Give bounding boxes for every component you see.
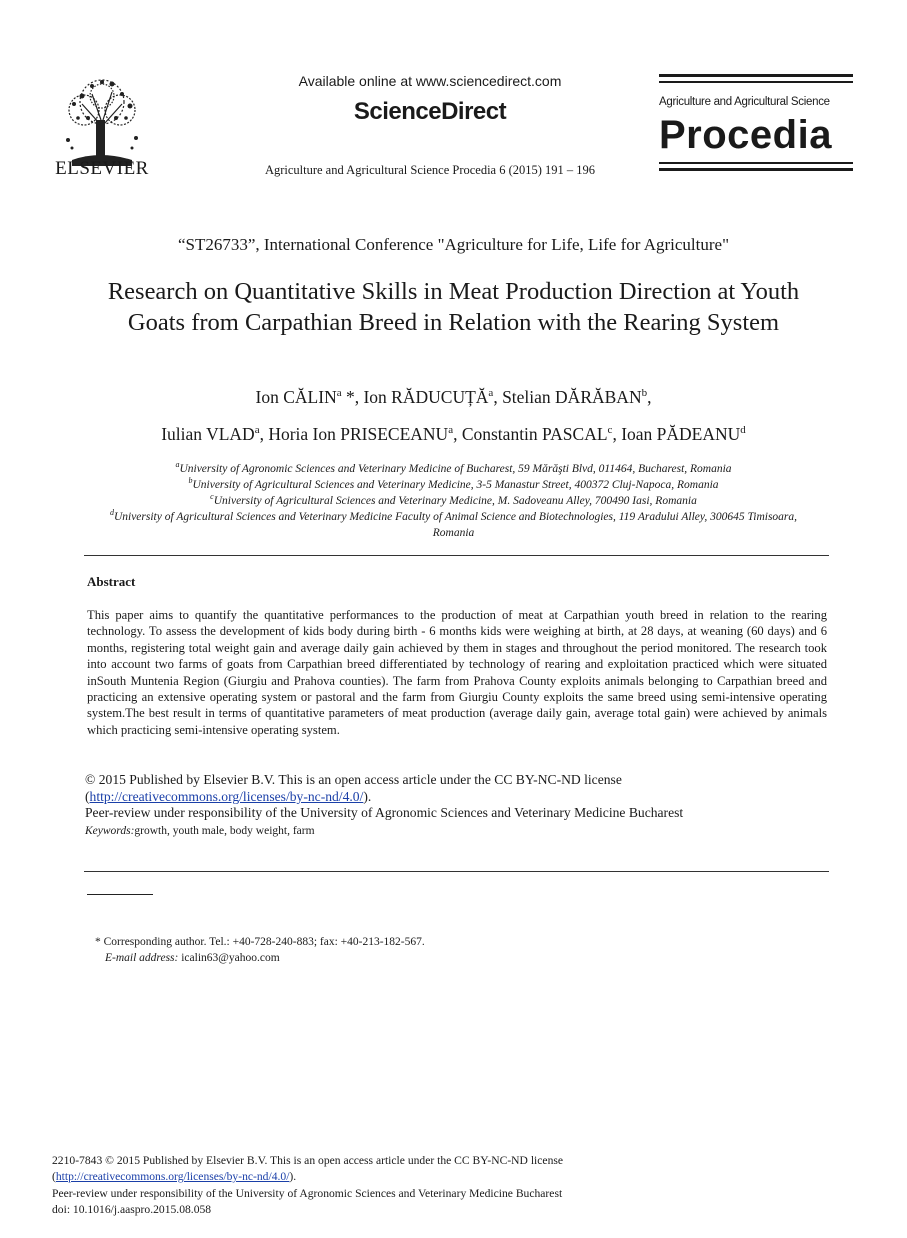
peer-review-statement: Peer-review under responsibility of the University of Agronomic Sciences and Veterinary Medicine Bucharest bbox=[85, 805, 684, 820]
affiliation: $^c$University of Agricultural Sciences and Veterinary Medicine, M. Sadoveanu Alley, 700490 Iasi, Romania bbox=[210, 492, 697, 507]
author: Iulian VLAD$^a$, bbox=[161, 424, 269, 444]
author: Stelian DĂRĂBAN$^b$, bbox=[502, 387, 652, 407]
footer-license-link: (http://creativecommons.org/licenses/by-nc-nd/4.0/). bbox=[52, 1170, 297, 1183]
paper-title: Research on Quantitative Skills in Meat Production Direction at Youth Goats from Carpathian Breed in Relation with the Rearing System bbox=[107, 278, 800, 336]
divider bbox=[84, 555, 829, 556]
email-address: E-mail address: icalin63@yahoo.com bbox=[105, 952, 280, 964]
author: Ion RĂDUCUȚĂ$^a$, bbox=[363, 387, 503, 407]
license-link[interactable]: http://creativecommons.org/licenses/by-nc-nd/4.0/ bbox=[89, 789, 364, 804]
corresponding-author: * Corresponding author. Tel.: +40-728-240-883; fax: +40-213-182-567. bbox=[95, 936, 425, 948]
author: Constantin PASCAL$^c$, bbox=[461, 424, 622, 444]
publisher-name: ELSEVIER bbox=[55, 158, 149, 179]
authors-line-1 bbox=[60, 387, 847, 408]
issn-statement: 2210-7843 © 2015 Published by Elsevier B.V. This is an open access article under the CC BY-NC-ND license bbox=[52, 1154, 564, 1167]
doi[interactable]: doi: 10.1016/j.aaspro.2015.08.058 bbox=[52, 1203, 212, 1216]
author: Horia Ion PRISECEANU$^a$, bbox=[268, 424, 462, 444]
journal-series: Agriculture and Agricultural Science bbox=[659, 96, 830, 108]
abstract-heading: Abstract bbox=[87, 574, 136, 589]
authors-line-2 bbox=[60, 424, 847, 445]
affiliation: $^a$University of Agronomic Sciences and Veterinary Medicine of Bucharest, 59 Mărăşti Blvd, 011464, Bucharest, Romania bbox=[175, 460, 732, 475]
keywords-label: Keywords: bbox=[85, 825, 135, 837]
affiliation: $^b$University of Agricultural Sciences and Veterinary Medicine, 3-5 Manastur Street, 400372 Cluj-Napoca, Romania bbox=[188, 476, 719, 491]
author: Ion CĂLIN$^a$ *, bbox=[255, 387, 364, 407]
footnote-rule bbox=[87, 894, 153, 895]
affiliation: $^d$University of Agricultural Sciences and Veterinary Medicine Faculty of Animal Science and Biotechnologies, 119 Aradului Alley, 300645 Timisoara, Romania bbox=[109, 508, 798, 539]
conference-name: “ST26733”, International Conference "Agriculture for Life, Life for Agriculture" bbox=[177, 235, 730, 254]
abstract-text: This paper aims to quantify the quantitative performances to the production of meat at Carpathian youth breed in relation to the rearing technology. To assess the development of kids body during birth - 6 months kids were weighing at birth, at 28 days, at weaning (60 days) and 6 months, registering total weight gain and average daily gain achieved by them in stages and throughout the period monitored. The research took into account two farms of goats from Carpathian breed differentiated by technology of rearing and exploitation practiced which were situated inSouth Muntenia Region (Giurgiu and Prahova counties). The farm from Prahova County exploits animals belonging to Carpathian breed and practicing an extensive operating system or pastoral and the farm from Giurgiu County exploits the same breed using semi-intensive operating system.The best result in terms of quantitative parameters of meat production (average daily gain, average total gain) were achieved by animals which practicing semi-intensive operating system. bbox=[87, 608, 827, 737]
sciencedirect-brand[interactable]: ScienceDirect bbox=[353, 98, 507, 125]
procedia-logo bbox=[659, 74, 853, 174]
journal-reference: Agriculture and Agricultural Science Procedia 6 (2015) 191 – 196 bbox=[264, 163, 596, 177]
email-link[interactable]: icalin63@yahoo.com bbox=[178, 952, 280, 964]
keywords-list: growth, youth male, body weight, farm bbox=[134, 825, 315, 837]
keywords bbox=[85, 825, 830, 837]
divider bbox=[84, 871, 829, 872]
available-online-text[interactable]: Available online at www.sciencedirect.com bbox=[298, 73, 562, 89]
license-statement: © 2015 Published by Elsevier B.V. This is an open access article under the CC BY-NC-ND license (http://creativecommons.org/licenses/by-nc-nd/4.0/). bbox=[85, 772, 622, 804]
footer-peer-review: Peer-review under responsibility of the University of Agronomic Sciences and Veterinary Medicine Bucharest bbox=[52, 1187, 563, 1200]
journal-brand: Procedia bbox=[659, 113, 832, 157]
author: Ioan PĂDEANU$^d$ bbox=[621, 424, 746, 444]
footer-license-url[interactable]: http://creativecommons.org/licenses/by-nc-nd/4.0/ bbox=[55, 1170, 290, 1183]
